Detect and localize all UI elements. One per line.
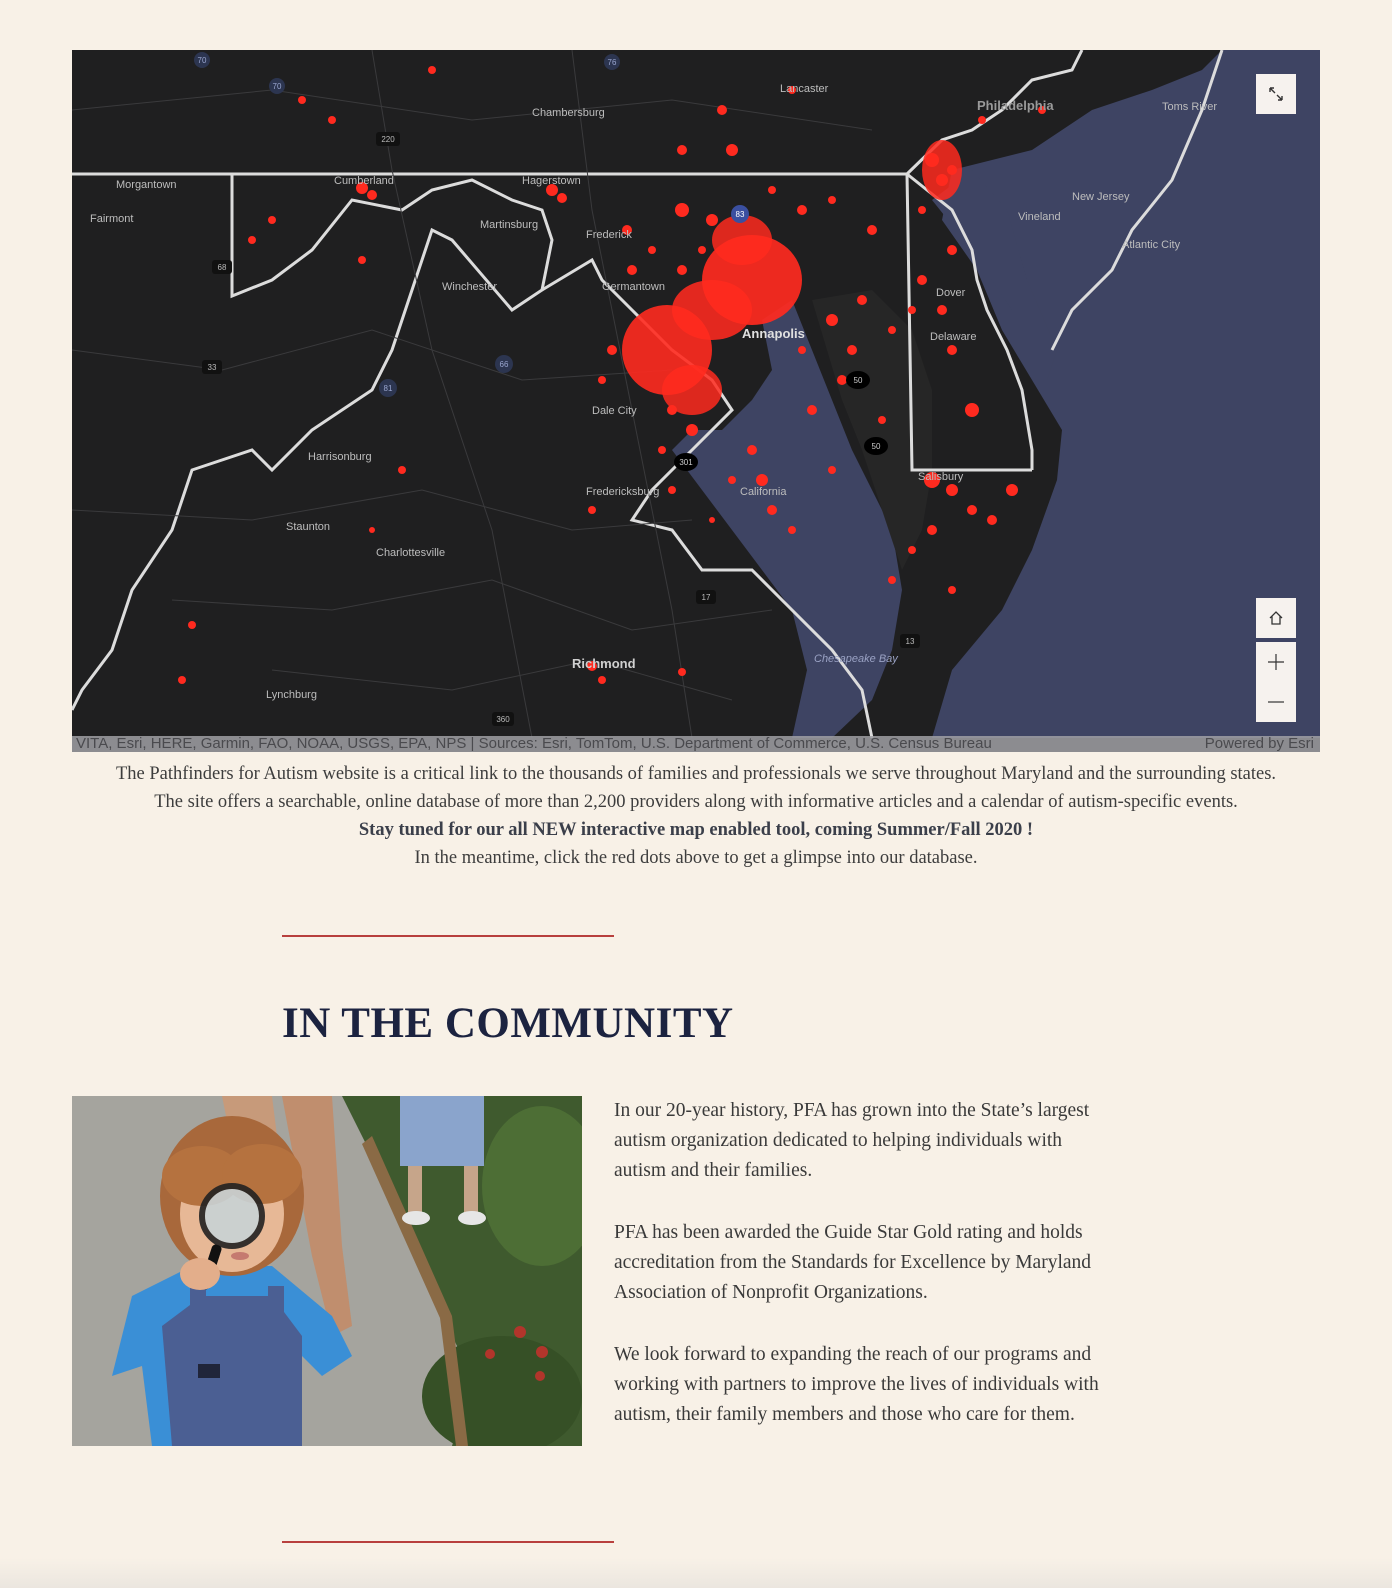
provider-dot[interactable] bbox=[918, 206, 926, 214]
city-label: Vineland bbox=[1018, 211, 1061, 223]
provider-dot[interactable] bbox=[747, 445, 757, 455]
intro-line-1: The Pathfinders for Autism website is a critical link to the thousands of families and professionals we serve throughout Maryland and the surrounding states. bbox=[115, 764, 1277, 784]
city-label: California bbox=[740, 486, 787, 498]
city-label: Fredericksburg bbox=[586, 486, 660, 498]
provider-dot[interactable] bbox=[598, 676, 606, 684]
provider-dot[interactable] bbox=[675, 203, 689, 217]
city-label: Chesapeake Bay bbox=[814, 653, 898, 665]
city-label: Chambersburg bbox=[532, 107, 605, 119]
city-label: Philadelphia bbox=[977, 98, 1054, 113]
provider-dot[interactable] bbox=[798, 346, 806, 354]
map-canvas[interactable] bbox=[72, 50, 1320, 738]
child-with-magnifier-image bbox=[72, 1096, 582, 1446]
community-photo bbox=[72, 1096, 582, 1446]
page-bottom-shade bbox=[0, 1558, 1392, 1588]
provider-dot[interactable] bbox=[428, 66, 436, 74]
minus-icon bbox=[1267, 693, 1285, 711]
provider-dot[interactable] bbox=[706, 214, 718, 226]
city-label: Charlottesville bbox=[376, 547, 446, 559]
section-divider-bottom bbox=[282, 1541, 614, 1543]
provider-dot[interactable] bbox=[668, 486, 676, 494]
highway-shield bbox=[900, 634, 920, 648]
map-description bbox=[0, 760, 1392, 872]
provider-dot[interactable] bbox=[358, 256, 366, 264]
provider-dot[interactable] bbox=[648, 246, 656, 254]
city-label: Hagerstown bbox=[522, 175, 581, 187]
city-label: Staunton bbox=[286, 521, 331, 533]
highway-shield bbox=[379, 379, 397, 397]
provider-dot[interactable] bbox=[947, 345, 957, 355]
city-label: New Jersey bbox=[1072, 191, 1130, 203]
provider-dot[interactable] bbox=[788, 526, 796, 534]
highway-shield bbox=[731, 205, 749, 223]
provider-dot[interactable] bbox=[678, 668, 686, 676]
cluster-dc-south[interactable] bbox=[662, 365, 722, 415]
provider-dot[interactable] bbox=[248, 236, 256, 244]
community-paragraph: We look forward to expanding the reach of our programs and working with partners to improve the lives of individuals with autism, their family members and those who care for them. bbox=[614, 1344, 1099, 1425]
svg-text:70: 70 bbox=[197, 56, 207, 65]
provider-dot[interactable] bbox=[948, 586, 956, 594]
provider-dot[interactable] bbox=[398, 466, 406, 474]
provider-dot[interactable] bbox=[947, 245, 957, 255]
city-label: Delaware bbox=[930, 331, 977, 343]
svg-text:360: 360 bbox=[496, 715, 510, 724]
provider-dot[interactable] bbox=[927, 525, 937, 535]
svg-text:33: 33 bbox=[207, 363, 217, 372]
highway-shield bbox=[212, 260, 232, 274]
provider-dot[interactable] bbox=[967, 505, 977, 515]
city-label: Dale City bbox=[592, 405, 637, 417]
community-paragraph: PFA has been awarded the Guide Star Gold rating and holds accreditation from the Standards for Excellence by Maryland Association of Nonprofit Organizations. bbox=[614, 1222, 1092, 1303]
provider-dot[interactable] bbox=[807, 405, 817, 415]
provider-dot[interactable] bbox=[917, 275, 927, 285]
highway-shield bbox=[492, 712, 514, 726]
provider-dot[interactable] bbox=[268, 216, 276, 224]
provider-dot[interactable] bbox=[328, 116, 336, 124]
section-divider-top bbox=[282, 935, 614, 937]
svg-text:220: 220 bbox=[381, 135, 395, 144]
svg-text:13: 13 bbox=[905, 637, 915, 646]
provider-dot[interactable] bbox=[837, 375, 847, 385]
city-label: Salisbury bbox=[918, 471, 964, 483]
provider-dot[interactable] bbox=[717, 105, 727, 115]
provider-dot[interactable] bbox=[178, 676, 186, 684]
provider-dot[interactable] bbox=[857, 295, 867, 305]
city-label: Richmond bbox=[572, 656, 636, 671]
svg-text:50: 50 bbox=[853, 376, 863, 385]
provider-dot[interactable] bbox=[658, 446, 666, 454]
svg-text:66: 66 bbox=[499, 360, 509, 369]
provider-dot[interactable] bbox=[965, 403, 979, 417]
provider-dot[interactable] bbox=[937, 305, 947, 315]
provider-dot[interactable] bbox=[867, 225, 877, 235]
highway-shield bbox=[864, 437, 888, 455]
section-title: IN THE COMMUNITY bbox=[282, 1000, 734, 1047]
expand-icon bbox=[1267, 85, 1285, 103]
city-label: Morgantown bbox=[116, 179, 177, 191]
provider-dot[interactable] bbox=[588, 506, 596, 514]
provider-dot[interactable] bbox=[298, 96, 306, 104]
provider-dot[interactable] bbox=[797, 205, 807, 215]
provider-dot[interactable] bbox=[768, 186, 776, 194]
intro-line-4: In the meantime, click the red dots above to get a glimpse into our database. bbox=[414, 848, 978, 868]
provider-dot[interactable] bbox=[188, 621, 196, 629]
powered-by-esri[interactable]: Powered by Esri bbox=[1204, 735, 1314, 752]
home-button[interactable] bbox=[1256, 598, 1296, 638]
border-md-wv bbox=[72, 174, 552, 710]
highway-shield bbox=[202, 360, 222, 374]
provider-dot[interactable] bbox=[369, 527, 375, 533]
provider-dot[interactable] bbox=[987, 515, 997, 525]
provider-dot[interactable] bbox=[677, 145, 687, 155]
provider-dot[interactable] bbox=[946, 484, 958, 496]
zoom-out-button[interactable] bbox=[1256, 682, 1296, 722]
svg-text:301: 301 bbox=[679, 458, 693, 467]
highway-shield bbox=[604, 54, 620, 70]
svg-text:76: 76 bbox=[607, 58, 617, 67]
highway-shield bbox=[674, 453, 698, 471]
county-lines bbox=[72, 50, 872, 738]
svg-text:83: 83 bbox=[735, 210, 745, 219]
provider-dot[interactable] bbox=[728, 476, 736, 484]
provider-dot[interactable] bbox=[1006, 484, 1018, 496]
city-label: Atlantic City bbox=[1122, 239, 1181, 251]
provider-dot[interactable] bbox=[627, 265, 637, 275]
provider-dot[interactable] bbox=[726, 144, 738, 156]
svg-text:70: 70 bbox=[272, 82, 282, 91]
city-label: Fairmont bbox=[90, 213, 134, 225]
provider-dot[interactable] bbox=[709, 517, 715, 523]
highway-shield bbox=[846, 371, 870, 389]
provider-dot[interactable] bbox=[826, 314, 838, 326]
provider-dot[interactable] bbox=[888, 326, 896, 334]
city-label: Annapolis bbox=[742, 326, 805, 341]
city-label: Germantown bbox=[602, 281, 665, 293]
attribution-sources[interactable]: VITA, Esri, HERE, Garmin, FAO, NOAA, USGS, EPA, NPS | Sources: Esri, TomTom, U.S. Department of Commerce, U.S. Census Bureau bbox=[76, 735, 992, 752]
zoom-in-button[interactable] bbox=[1256, 642, 1296, 683]
city-label: Toms River bbox=[1162, 101, 1218, 113]
city-label: Lynchburg bbox=[266, 689, 317, 701]
provider-dot[interactable] bbox=[978, 116, 986, 124]
provider-dot[interactable] bbox=[908, 306, 916, 314]
provider-dot[interactable] bbox=[888, 576, 896, 584]
provider-dot[interactable] bbox=[828, 196, 836, 204]
provider-dot[interactable] bbox=[828, 466, 836, 474]
provider-dot[interactable] bbox=[698, 246, 706, 254]
city-label: Harrisonburg bbox=[308, 451, 372, 463]
city-label: Lancaster bbox=[780, 83, 829, 95]
city-label: Dover bbox=[936, 287, 966, 299]
community-text bbox=[614, 1096, 1114, 1462]
provider-dot[interactable] bbox=[878, 416, 886, 424]
community-paragraph: In our 20-year history, PFA has grown into the State’s largest autism organization dedicated to helping individuals with autism and their families. bbox=[614, 1100, 1090, 1181]
provider-dot[interactable] bbox=[598, 376, 606, 384]
highway-shield bbox=[194, 52, 210, 68]
highway-shield bbox=[696, 590, 716, 604]
cluster-corridor[interactable] bbox=[672, 280, 752, 340]
city-label: Cumberland bbox=[334, 175, 394, 187]
provider-dot[interactable] bbox=[557, 193, 567, 203]
cluster-philadelphia[interactable] bbox=[922, 140, 962, 200]
intro-line-2: The site offers a searchable, online database of more than 2,200 providers along with informative articles and a calendar of autism-specific events. bbox=[154, 792, 1238, 812]
home-icon bbox=[1267, 609, 1285, 627]
plus-icon bbox=[1267, 653, 1285, 671]
svg-text:50: 50 bbox=[871, 442, 881, 451]
provider-dot[interactable] bbox=[767, 505, 777, 515]
map-attribution bbox=[72, 736, 1320, 752]
highway-shield bbox=[269, 78, 285, 94]
intro-announcement: Stay tuned for our all NEW interactive map enabled tool, coming Summer/Fall 2020 ! bbox=[358, 820, 1034, 840]
city-label: Martinsburg bbox=[480, 219, 539, 231]
highway-shield bbox=[495, 355, 513, 373]
city-label: Frederick bbox=[586, 229, 632, 241]
provider-dot[interactable] bbox=[756, 474, 768, 486]
expand-button[interactable] bbox=[1256, 74, 1296, 114]
highway-shield bbox=[376, 132, 400, 146]
provider-dot[interactable] bbox=[367, 190, 377, 200]
svg-text:81: 81 bbox=[383, 384, 393, 393]
provider-dot[interactable] bbox=[677, 265, 687, 275]
svg-text:68: 68 bbox=[217, 263, 227, 272]
provider-dot[interactable] bbox=[686, 424, 698, 436]
interactive-map[interactable] bbox=[72, 50, 1320, 752]
provider-dot[interactable] bbox=[607, 345, 617, 355]
provider-dot[interactable] bbox=[908, 546, 916, 554]
provider-dot[interactable] bbox=[847, 345, 857, 355]
city-label: Winchester bbox=[442, 281, 498, 293]
svg-text:17: 17 bbox=[701, 593, 711, 602]
